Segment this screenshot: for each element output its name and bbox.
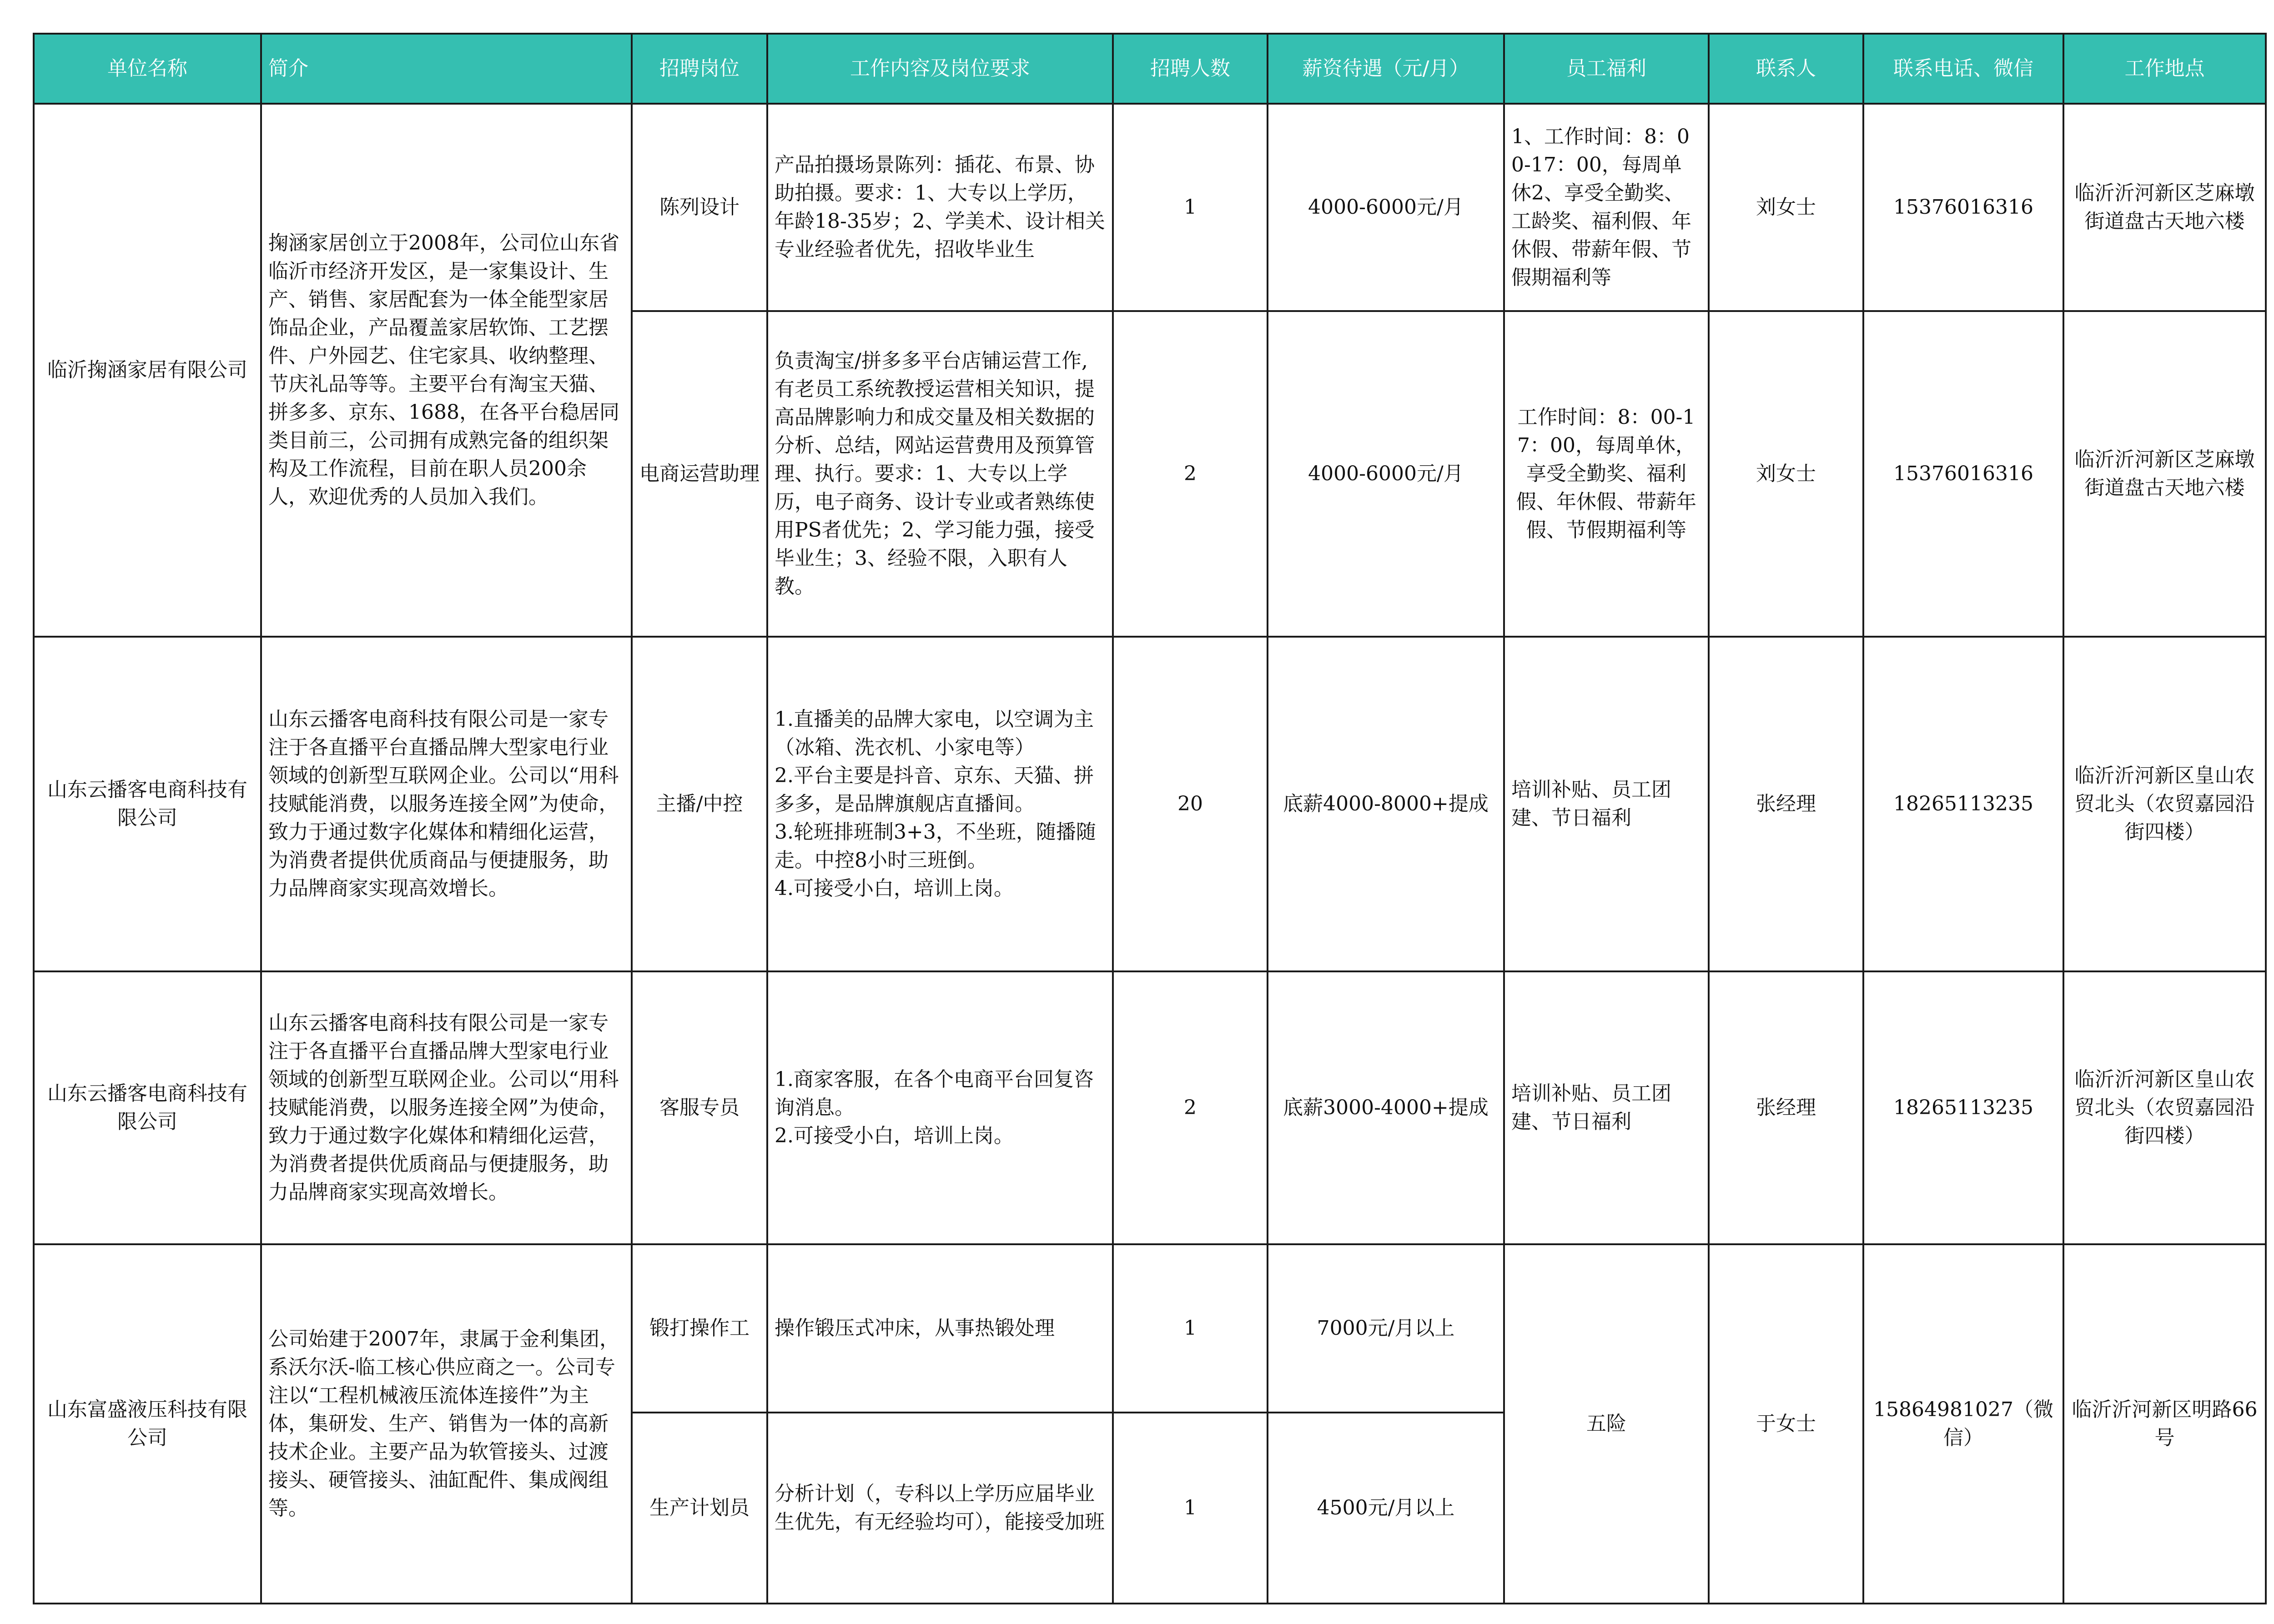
job-benefits: 培训补贴、员工团建、节日福利 — [1504, 971, 1709, 1244]
job-position: 锻打操作工 — [632, 1244, 767, 1413]
job-phone: 15376016316 — [1863, 104, 2063, 311]
job-benefits: 五险 — [1504, 1244, 1709, 1604]
header-location: 工作地点 — [2063, 34, 2266, 104]
table-row — [34, 104, 2266, 311]
job-position: 主播/中控 — [632, 637, 767, 971]
company-name: 山东云播客电商科技有限公司 — [34, 637, 261, 971]
job-contact: 张经理 — [1709, 971, 1863, 1244]
header-requirements: 工作内容及岗位要求 — [767, 34, 1113, 104]
company-intro: 山东云播客电商科技有限公司是一家专注于各直播平台直播品牌大型家电行业领域的创新型互联网企业。公司以“用科技赋能消费，以服务连接全网”为使命，致力于通过数字化媒体和精细化运营，为消费者提供优质商品与便捷服务，助力品牌商家实现高效增长。 — [261, 971, 632, 1244]
job-contact: 刘女士 — [1709, 311, 1863, 637]
header-phone: 联系电话、微信 — [1863, 34, 2063, 104]
job-benefits: 1、工作时间：8：00-17：00，每周单休2、享受全勤奖、工龄奖、福利假、年休假、带薪年假、节假期福利等 — [1504, 104, 1709, 311]
job-count: 1 — [1113, 1244, 1268, 1413]
job-position: 客服专员 — [632, 971, 767, 1244]
job-count: 2 — [1113, 311, 1268, 637]
company-name: 临沂掬涵家居有限公司 — [34, 104, 261, 637]
header-contact: 联系人 — [1709, 34, 1863, 104]
job-salary: 底薪3000-4000+提成 — [1268, 971, 1504, 1244]
header-count: 招聘人数 — [1113, 34, 1268, 104]
table-row — [34, 637, 2266, 971]
job-count: 1 — [1113, 104, 1268, 311]
job-salary: 4000-6000元/月 — [1268, 104, 1504, 311]
job-salary: 4500元/月以上 — [1268, 1413, 1504, 1604]
job-contact: 于女士 — [1709, 1244, 1863, 1604]
job-count: 20 — [1113, 637, 1268, 971]
header-position: 招聘岗位 — [632, 34, 767, 104]
job-position: 生产计划员 — [632, 1413, 767, 1604]
company-intro: 山东云播客电商科技有限公司是一家专注于各直播平台直播品牌大型家电行业领域的创新型互联网企业。公司以“用科技赋能消费，以服务连接全网”为使命，致力于通过数字化媒体和精细化运营，为消费者提供优质商品与便捷服务，助力品牌商家实现高效增长。 — [261, 637, 632, 971]
company-name: 山东富盛液压科技有限公司 — [34, 1244, 261, 1604]
job-requirements: 产品拍摄场景陈列：插花、布景、协助拍摄。要求：1、大专以上学历，年龄18-35岁；2、学美术、设计相关专业经验者优先，招收毕业生 — [767, 104, 1113, 311]
job-contact: 刘女士 — [1709, 104, 1863, 311]
job-salary: 7000元/月以上 — [1268, 1244, 1504, 1413]
job-requirements: 1.直播美的品牌大家电，以空调为主（冰箱、洗衣机、小家电等） 2.平台主要是抖音、京东、天猫、拼多多，是品牌旗舰店直播间。 3.轮班排班制3+3，不坐班，随播随走。中控8小时三班倒。 4.可接受小白，培训上岗。 — [767, 637, 1113, 971]
recruitment-table — [33, 33, 2267, 1604]
job-count: 1 — [1113, 1413, 1268, 1604]
job-location: 临沂沂河新区芝麻墩街道盘古天地六楼 — [2063, 311, 2266, 637]
job-salary: 底薪4000-8000+提成 — [1268, 637, 1504, 971]
table-row — [34, 971, 2266, 1244]
job-location: 临沂沂河新区皇山农贸北头（农贸嘉园沿街四楼） — [2063, 971, 2266, 1244]
job-location: 临沂沂河新区明路66号 — [2063, 1244, 2266, 1604]
company-name: 山东云播客电商科技有限公司 — [34, 971, 261, 1244]
job-benefits: 培训补贴、员工团建、节日福利 — [1504, 637, 1709, 971]
job-phone: 15864981027（微信） — [1863, 1244, 2063, 1604]
job-location: 临沂沂河新区芝麻墩街道盘古天地六楼 — [2063, 104, 2266, 311]
header-salary: 薪资待遇（元/月） — [1268, 34, 1504, 104]
header-row — [34, 34, 2266, 104]
company-intro: 掬涵家居创立于2008年，公司位山东省临沂市经济开发区，是一家集设计、生产、销售、家居配套为一体全能型家居饰品企业，产品覆盖家居软饰、工艺摆件、户外园艺、住宅家具、收纳整理、节庆礼品等等。主要平台有淘宝天猫、拼多多、京东、1688，在各平台稳居同类目前三，公司拥有成熟完备的组织架构及工作流程，目前在职人员200余人，欢迎优秀的人员加入我们。 — [261, 104, 632, 637]
job-phone: 18265113235 — [1863, 971, 2063, 1244]
header-intro: 简介 — [261, 34, 632, 104]
header-company-name: 单位名称 — [34, 34, 261, 104]
job-requirements: 操作锻压式冲床，从事热锻处理 — [767, 1244, 1113, 1413]
job-phone: 15376016316 — [1863, 311, 2063, 637]
job-contact: 张经理 — [1709, 637, 1863, 971]
header-benefits: 员工福利 — [1504, 34, 1709, 104]
job-requirements: 1.商家客服，在各个电商平台回复咨询消息。 2.可接受小白，培训上岗。 — [767, 971, 1113, 1244]
job-location: 临沂沂河新区皇山农贸北头（农贸嘉园沿街四楼） — [2063, 637, 2266, 971]
company-intro: 公司始建于2007年，隶属于金利集团，系沃尔沃-临工核心供应商之一。公司专注以“工程机械液压流体连接件”为主体，集研发、生产、销售为一体的高新技术企业。主要产品为软管接头、过渡接头、硬管接头、油缸配件、集成阀组等。 — [261, 1244, 632, 1604]
job-position: 陈列设计 — [632, 104, 767, 311]
job-requirements: 负责淘宝/拼多多平台店铺运营工作,有老员工系统教授运营相关知识，提高品牌影响力和成交量及相关数据的分析、总结，网站运营费用及预算管理、执行。要求：1、大专以上学历，电子商务、设计专业或者熟练使用PS者优先；2、学习能力强，接受毕业生；3、经验不限，入职有人教。 — [767, 311, 1113, 637]
job-position: 电商运营助理 — [632, 311, 767, 637]
job-count: 2 — [1113, 971, 1268, 1244]
job-requirements: 分析计划（，专科以上学历应届毕业生优先，有无经验均可），能接受加班 — [767, 1413, 1113, 1604]
table-row — [34, 1244, 2266, 1413]
job-salary: 4000-6000元/月 — [1268, 311, 1504, 637]
job-benefits: 工作时间：8：00-17：00，每周单休，享受全勤奖、福利假、年休假、带薪年假、节假期福利等 — [1504, 311, 1709, 637]
job-phone: 18265113235 — [1863, 637, 2063, 971]
